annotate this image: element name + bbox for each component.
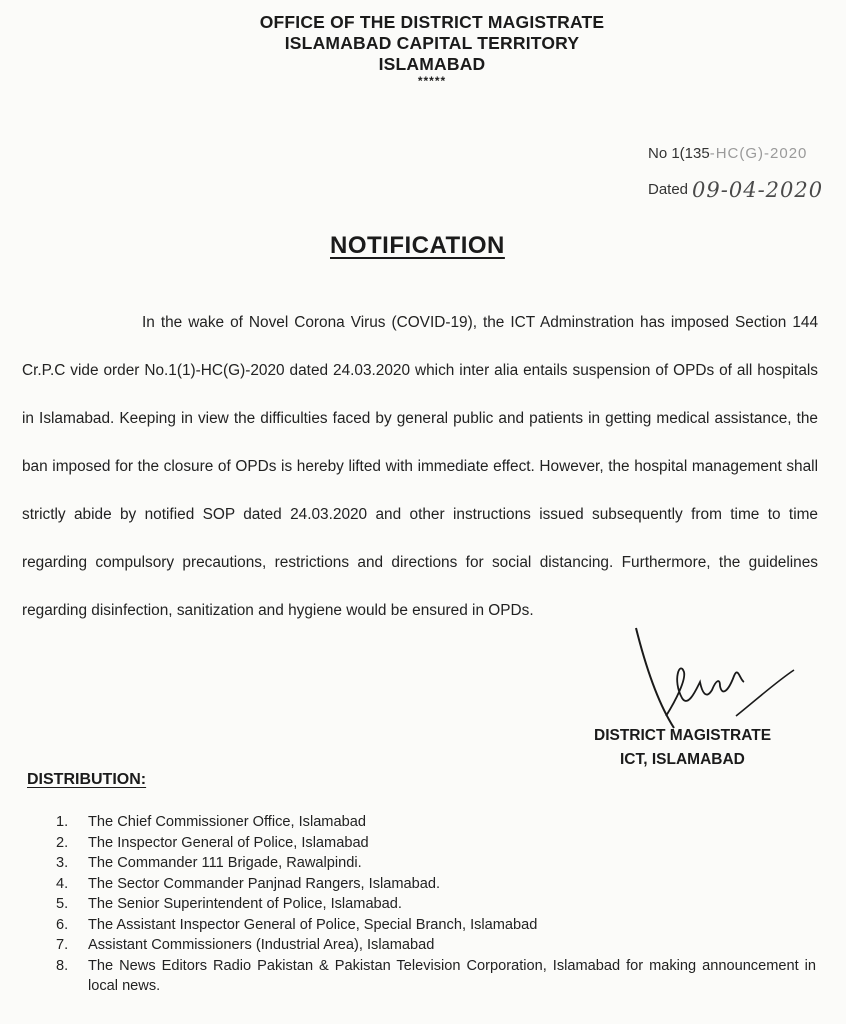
header-stars: ***** [417, 74, 447, 88]
distribution-list [56, 812, 816, 997]
distribution-title: DISTRIBUTION: [27, 771, 147, 788]
notification-title: NOTIFICATION [330, 232, 505, 259]
list-item: 7. Assistant Commissioners (Industrial Area), Islamabad [56, 937, 435, 953]
city-title: ISLAMABAD [378, 54, 486, 74]
list-item: 6. The Assistant Inspector General of Police, Special Branch, Islamabad [56, 916, 538, 933]
signature-area [594, 620, 804, 795]
reference-number-label: No 1(135 [648, 145, 710, 162]
office-title: OFFICE OF THE DISTRICT MAGISTRATE [259, 12, 605, 32]
signature-scribble [616, 620, 796, 730]
signatory-block [594, 724, 804, 772]
list-item: 5. The Senior Superintendent of Police, Islamabad. [56, 896, 402, 912]
list-item: 4. The Sector Commander Panjnad Rangers, Islamabad. [56, 875, 441, 892]
territory-title: ISLAMABAD CAPITAL TERRITORY [284, 33, 580, 53]
signatory-office: ICT, ISLAMABAD [620, 751, 745, 768]
letterhead [0, 12, 846, 88]
list-item: 1. The Chief Commissioner Office, Islamabad [56, 814, 366, 830]
reference-date-value: 09-04-2020 [692, 178, 824, 202]
signatory-title: DISTRICT MAGISTRATE [594, 727, 772, 744]
reference-number [648, 136, 823, 172]
list-item: 2. The Inspector General of Police, Islamabad [56, 834, 369, 851]
reference-block [648, 136, 823, 208]
list-item: 3. The Commander 111 Brigade, Rawalpindi. [56, 855, 362, 871]
list-item: 8. The News Editors Radio Pakistan & Pakistan Television Corporation, Islamabad for making announcement in local news. [56, 957, 816, 994]
reference-number-suffix: -HC(G)-2020 [709, 145, 808, 162]
notification-body: In the wake of Novel Corona Virus (COVID-19), the ICT Adminstration has imposed Section 144 Cr.P.C vide order No.1(1)-HC(G)-2020 dated 24.03.2020 which inter alia entails suspension of OPDs of all hospitals in Islamabad. Keeping in view the difficulties faced by general public and patients in getting medical assistance, the ban imposed for the closure of OPDs is hereby lifted with immediate effect. However, the hospital management shall strictly abide by notified SOP dated 24.03.2020 and other instructions issued subsequently from time to time regarding compulsory precautions, restrictions and directions for social distancing. Furthermore, the guidelines regarding disinfection, sanitization and hygiene would be ensured in OPDs. [22, 314, 818, 619]
reference-date-label: Dated [648, 181, 689, 198]
reference-date [648, 172, 823, 208]
